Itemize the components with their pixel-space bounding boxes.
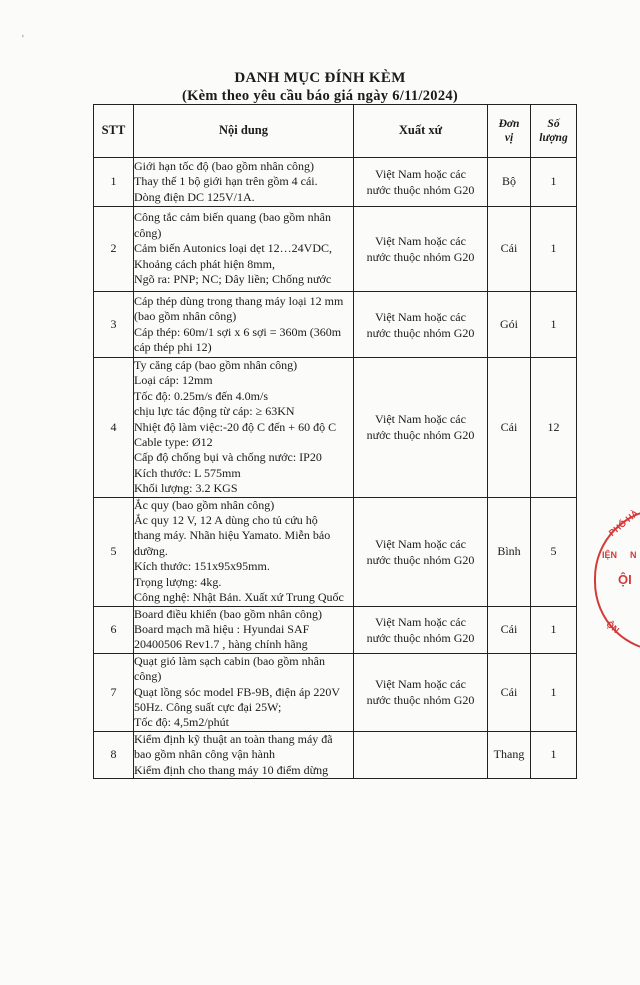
col-header-unit [488,105,531,158]
content-line: Trọng lượng: 4kg. [134,574,222,589]
row-unit: Bộ [488,158,531,207]
row-qty: 1 [531,653,577,731]
content-line: Khối lượng: 3.2 KGS [134,481,238,496]
row-stt: 6 [94,606,134,653]
table-row [94,292,577,358]
content-line: Cấp độ chống bụi và chống nước: IP20 [134,450,322,465]
content-line: Thay thế 1 bộ giới hạn trên gồm 4 cái. [134,174,318,189]
origin-line: Việt Nam hoặc các [375,412,466,427]
row-origin [354,497,488,606]
content-line: 20400506 Rev1.7 , hàng chính hãng [134,637,308,652]
content-line: chịu lực tác động từ cáp: ≥ 63KN [134,404,295,419]
row-content [134,292,354,358]
origin-line: nước thuộc nhóm G20 [366,325,475,340]
row-stt: 2 [94,207,134,292]
content-line: Cảm biến Autonics loại dẹt 12…24VDC, [134,241,332,256]
origin-line: nước thuộc nhóm G20 [366,250,475,264]
document-subtitle: (Kèm theo yêu cầu báo giá ngày 6/11/2024) [181,88,459,104]
row-origin [354,731,488,778]
row-origin [354,158,488,207]
content-line: Giới hạn tốc độ (bao gồm nhân công) [134,158,314,173]
origin-line: Việt Nam hoặc các [375,614,466,629]
row-unit: Cái [488,207,531,292]
origin-line: nước thuộc nhóm G20 [366,428,475,443]
stamp-text-mid: IỆN [602,550,618,560]
row-qty: 1 [531,731,577,778]
row-unit: Bình [488,497,531,606]
content-line: Kích thước: 151x95x95mm. [134,559,270,574]
content-line: Cáp thép: 60m/1 sợi x 6 sợi = 360m (360m [134,324,342,339]
table-row [94,158,577,207]
origin-line: Việt Nam hoặc các [375,309,466,324]
content-line: Ắc quy (bao gồm nhân công) [134,497,275,512]
content-line: Công nghệ: Nhật Bản. Xuất xứ Trung Quốc [134,590,344,605]
content-line: Ắc quy 12 V, 12 A dùng cho tủ cứu hộ [134,513,318,528]
content-line: Quạt gió làm sạch cabin (bao gồm nhân [134,653,325,668]
row-stt: 4 [94,358,134,498]
content-line: Tốc độ: 0.25m/s đến 4.0m/s [134,388,268,403]
row-content [134,207,354,292]
col-header-origin: Xuất xứ [354,105,488,158]
content-line: Dòng điện DC 125V/1A. [134,189,255,204]
origin-line: Việt Nam hoặc các [375,536,466,551]
table-row [94,731,577,778]
content-line: Board mạch mã hiệu : Hyundai SAF [134,621,310,636]
table-row [94,497,577,606]
content-line: Loại cáp: 12mm [134,373,213,388]
content-line: Khoảng cách phát hiện 8mm, [134,256,275,271]
col-header-unit-line1: Đơn [498,118,520,130]
content-line: Quạt lồng sóc model FB-9B, điện áp 220V [134,684,340,699]
content-line: công) [134,669,162,684]
table-row [94,653,577,731]
col-header-qty-line1: Số [547,118,560,130]
table-row [94,606,577,653]
content-line: Cáp thép dùng trong thang máy loại 12 mm [134,293,344,308]
origin-line: nước thuộc nhóm G20 [366,552,475,567]
table-row [94,358,577,498]
content-line: Công tắc cảm biến quang (bao gồm nhân [134,210,331,225]
row-unit: Cái [488,358,531,498]
row-origin [354,207,488,292]
row-content [134,653,354,731]
row-content [134,158,354,207]
row-origin [354,653,488,731]
row-unit: Gói [488,292,531,358]
stamp-text-top: PHỐ HÀ [606,507,640,539]
row-qty: 12 [531,358,577,498]
content-line: Ty căng cáp (bao gồm nhân công) [134,358,298,372]
row-qty: 1 [531,207,577,292]
content-line: Kích thước: L 575mm [134,465,241,480]
row-qty: 1 [531,606,577,653]
row-unit: Cái [488,606,531,653]
content-line: công) [134,225,162,240]
content-line: Kiểm định cho thang máy 10 điểm dừng [134,762,329,777]
row-stt: 5 [94,497,134,606]
row-origin [354,358,488,498]
red-seal-stamp [594,508,640,652]
col-header-content: Nội dung [134,105,354,158]
row-content [134,358,354,498]
col-header-unit-line2: vị [504,132,514,144]
items-table [93,104,577,779]
origin-line: Việt Nam hoặc các [375,167,466,181]
origin-line: Việt Nam hoặc các [375,677,466,692]
content-line: dưỡng. [134,543,168,558]
row-unit: Cái [488,653,531,731]
content-line: Kiểm định kỹ thuật an toàn thang máy đã [134,731,333,746]
origin-line: nước thuộc nhóm G20 [366,630,475,645]
table-header-row [94,105,577,158]
col-header-qty [531,105,577,158]
row-stt: 8 [94,731,134,778]
stamp-text-mid2: N [630,550,637,560]
col-header-stt: STT [94,105,134,158]
row-content [134,497,354,606]
content-line: (bao gồm nhân công) [134,309,237,324]
document-title: DANH MỤC ĐÍNH KÈM [234,70,406,86]
row-unit: Thang [488,731,531,778]
col-header-qty-line2: lượng [539,132,568,144]
content-line: Ngõ ra: PNP; NC; Dây liền; Chống nước [134,272,332,287]
origin-line: nước thuộc nhóm G20 [366,183,475,197]
row-stt: 3 [94,292,134,358]
content-line: thang máy. Nhãn hiệu Yamato. Miễn bảo [134,528,331,543]
scan-speck: ' [22,34,24,45]
row-qty: 5 [531,497,577,606]
content-line: Nhiệt độ làm việc:-20 độ C đến + 60 độ C [134,419,337,434]
content-line: Cable type: Ø12 [134,435,213,450]
content-line: cáp thép phi 12) [134,339,212,354]
content-line: bao gồm nhân công vận hành [134,747,275,762]
origin-line: nước thuộc nhóm G20 [366,693,475,708]
content-line: 50Hz. Công suất cực đại 25W; [134,699,282,714]
row-qty: 1 [531,158,577,207]
content-line: Tốc độ: 4,5m2/phút [134,715,229,730]
table-row [94,207,577,292]
row-qty: 1 [531,292,577,358]
row-stt: 1 [94,158,134,207]
content-line: Board điều khiển (bao gồm nhân công) [134,606,322,621]
row-content [134,731,354,778]
stamp-text-low: ỘI [618,572,632,587]
row-content [134,606,354,653]
row-origin [354,606,488,653]
row-stt: 7 [94,653,134,731]
row-origin [354,292,488,358]
stamp-text-bottom: ỘN [604,618,622,636]
origin-line: Việt Nam hoặc các [375,234,466,248]
